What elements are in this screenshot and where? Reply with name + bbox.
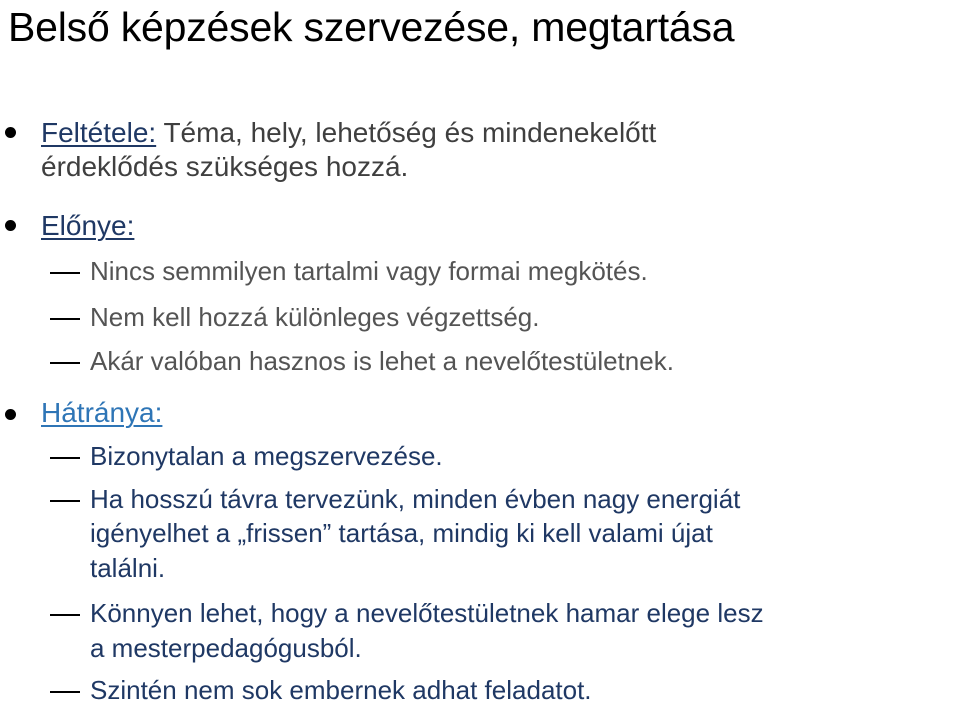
elonye-sub-2: Nem kell hozzá különleges végzettség. [90, 302, 540, 332]
bullet-hatranya-head: Hátránya: [41, 397, 163, 428]
slide-title: Belső képzések szervezése, megtartása [8, 4, 735, 50]
elonye-sub-3: Akár valóban hasznos is lehet a nevelőtestületnek. [90, 346, 674, 376]
hatranya-sub-4: Szintén nem sok embernek adhat feladatot. [90, 675, 592, 705]
dash-marker [50, 318, 80, 320]
bullet-feltetele-line2: érdeklődés szükséges hozzá. [41, 151, 409, 182]
hatranya-sub-2-line1: Ha hosszú távra tervezünk, minden évben nagy energiát [90, 484, 741, 514]
bullet-elonye-head: Előnye: [41, 210, 135, 241]
hatranya-sub-2-line3: találni. [90, 553, 166, 583]
bullet-dot [5, 409, 16, 420]
bullet-dot [5, 127, 16, 138]
bullet-dot [5, 220, 16, 231]
dash-marker [50, 691, 80, 693]
hatranya-sub-1: Bizonytalan a megszervezése. [90, 441, 443, 471]
hatranya-sub-2-line2: igényelhet a „frissen” tartása, mindig ki kell valami újat [90, 518, 713, 548]
bullet-feltetele-head: Feltétele: [41, 117, 157, 148]
bullet-elonye-line [41, 209, 134, 243]
hatranya-sub-3-line1: Könnyen lehet, hogy a nevelőtestületnek hamar elege lesz [90, 598, 764, 628]
dash-marker [50, 500, 80, 502]
bullet-hatranya-line [41, 396, 162, 430]
dash-marker [50, 272, 80, 274]
elonye-sub-1: Nincs semmilyen tartalmi vagy formai megkötés. [90, 256, 648, 286]
dash-marker [50, 614, 80, 616]
hatranya-sub-3-line2: a mesterpedagógusból. [90, 633, 362, 663]
bullet-feltetele-line1 [41, 116, 656, 150]
dash-marker [50, 362, 80, 364]
bullet-feltetele-text: Téma, hely, lehetőség és mindenekelőtt [156, 117, 657, 148]
dash-marker [50, 457, 80, 459]
